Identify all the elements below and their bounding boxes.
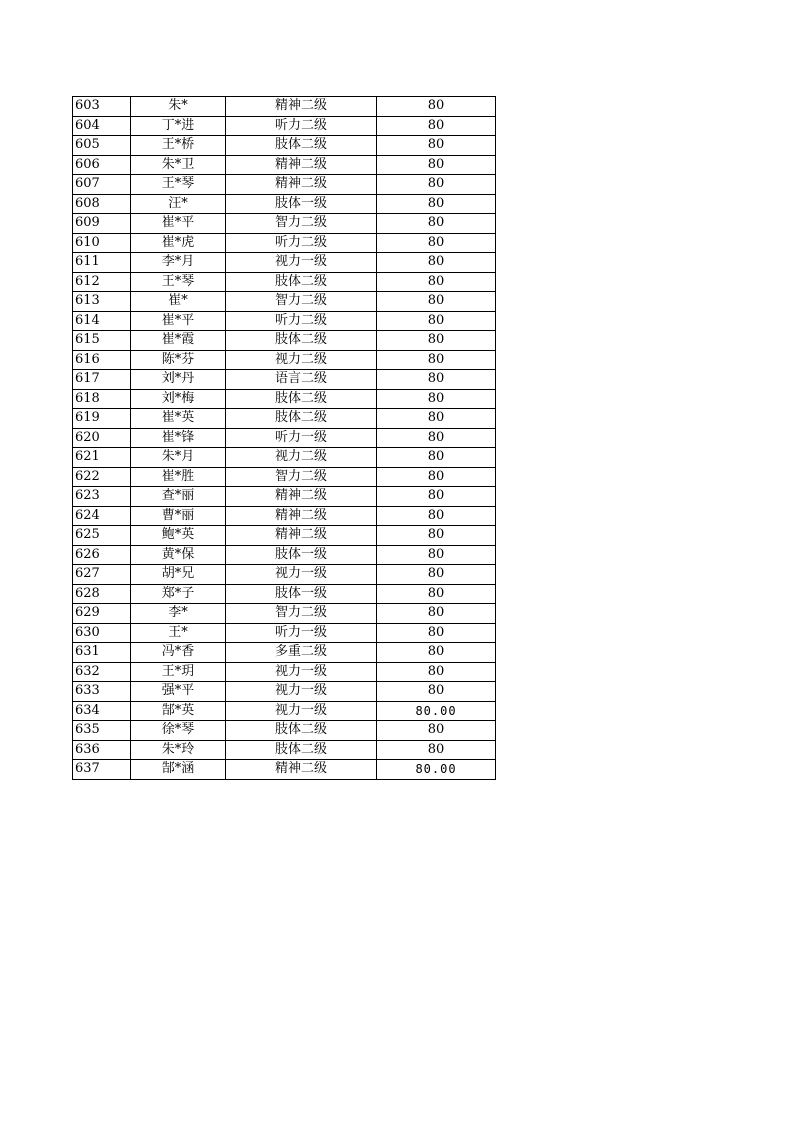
amount-cell: 80 — [377, 428, 496, 448]
disability-type-cell: 肢体一级 — [226, 194, 377, 214]
row-number-cell: 618 — [73, 389, 131, 409]
table-row — [73, 136, 496, 156]
name-cell: 王*桥 — [131, 136, 226, 156]
table-row — [73, 448, 496, 468]
table-row — [73, 565, 496, 585]
name-cell: 朱*玲 — [131, 740, 226, 760]
disability-type-cell: 视力一级 — [226, 565, 377, 585]
name-cell: 查*丽 — [131, 487, 226, 507]
row-number-cell: 627 — [73, 565, 131, 585]
disability-type-cell: 多重二级 — [226, 643, 377, 663]
amount-cell: 80 — [377, 350, 496, 370]
table-row — [73, 682, 496, 702]
row-number-cell: 613 — [73, 292, 131, 312]
disability-type-cell: 肢体二级 — [226, 389, 377, 409]
row-number-cell: 624 — [73, 506, 131, 526]
amount-cell: 80 — [377, 526, 496, 546]
disability-type-cell: 智力二级 — [226, 292, 377, 312]
name-cell: 郜*涵 — [131, 760, 226, 780]
name-cell: 崔*虎 — [131, 233, 226, 253]
table-row — [73, 487, 496, 507]
name-cell: 崔*胜 — [131, 467, 226, 487]
disability-type-cell: 肢体二级 — [226, 272, 377, 292]
name-cell: 崔*英 — [131, 409, 226, 429]
name-cell: 崔*平 — [131, 311, 226, 331]
amount-cell: 80 — [377, 97, 496, 117]
name-cell: 李* — [131, 604, 226, 624]
table-row — [73, 311, 496, 331]
table-row — [73, 175, 496, 195]
name-cell: 崔* — [131, 292, 226, 312]
table-row — [73, 253, 496, 273]
table-row — [73, 370, 496, 390]
name-cell: 李*月 — [131, 253, 226, 273]
name-cell: 刘*梅 — [131, 389, 226, 409]
amount-cell: 80 — [377, 721, 496, 741]
amount-cell: 80 — [377, 136, 496, 156]
row-number-cell: 621 — [73, 448, 131, 468]
table-row — [73, 331, 496, 351]
row-number-cell: 628 — [73, 584, 131, 604]
amount-cell: 80 — [377, 604, 496, 624]
name-cell: 冯*香 — [131, 643, 226, 663]
row-number-cell: 637 — [73, 760, 131, 780]
name-cell: 陈*芬 — [131, 350, 226, 370]
name-cell: 王* — [131, 623, 226, 643]
disability-type-cell: 视力一级 — [226, 701, 377, 721]
table-row — [73, 701, 496, 721]
name-cell: 郜*英 — [131, 701, 226, 721]
table-row — [73, 721, 496, 741]
table-row — [73, 428, 496, 448]
table-row — [73, 389, 496, 409]
name-cell: 崔*霞 — [131, 331, 226, 351]
amount-cell: 80 — [377, 311, 496, 331]
disability-type-cell: 视力一级 — [226, 253, 377, 273]
amount-cell: 80 — [377, 233, 496, 253]
amount-cell: 80 — [377, 253, 496, 273]
table-row — [73, 506, 496, 526]
disability-type-cell: 听力一级 — [226, 428, 377, 448]
name-cell: 朱*卫 — [131, 155, 226, 175]
name-cell: 刘*丹 — [131, 370, 226, 390]
amount-cell: 80 — [377, 116, 496, 136]
row-number-cell: 606 — [73, 155, 131, 175]
disability-type-cell: 听力二级 — [226, 233, 377, 253]
disability-type-cell: 语言二级 — [226, 370, 377, 390]
row-number-cell: 626 — [73, 545, 131, 565]
disability-type-cell: 肢体一级 — [226, 545, 377, 565]
row-number-cell: 616 — [73, 350, 131, 370]
name-cell: 王*玥 — [131, 662, 226, 682]
row-number-cell: 630 — [73, 623, 131, 643]
amount-cell: 80 — [377, 545, 496, 565]
row-number-cell: 603 — [73, 97, 131, 117]
amount-cell: 80 — [377, 467, 496, 487]
name-cell: 徐*琴 — [131, 721, 226, 741]
table-row — [73, 526, 496, 546]
name-cell: 丁*进 — [131, 116, 226, 136]
amount-cell: 80 — [377, 272, 496, 292]
row-number-cell: 610 — [73, 233, 131, 253]
amount-cell: 80 — [377, 292, 496, 312]
disability-type-cell: 精神二级 — [226, 506, 377, 526]
name-cell: 王*琴 — [131, 175, 226, 195]
disability-type-cell: 听力二级 — [226, 311, 377, 331]
table-row — [73, 604, 496, 624]
name-cell: 朱* — [131, 97, 226, 117]
row-number-cell: 608 — [73, 194, 131, 214]
disability-type-cell: 肢体一级 — [226, 584, 377, 604]
row-number-cell: 625 — [73, 526, 131, 546]
amount-cell: 80 — [377, 214, 496, 234]
amount-cell: 80 — [377, 584, 496, 604]
row-number-cell: 622 — [73, 467, 131, 487]
amount-cell: 80 — [377, 175, 496, 195]
table-row — [73, 409, 496, 429]
amount-cell: 80 — [377, 487, 496, 507]
table-row — [73, 155, 496, 175]
name-cell: 郑*子 — [131, 584, 226, 604]
disability-type-cell: 视力二级 — [226, 350, 377, 370]
amount-cell: 80.00 — [377, 760, 496, 780]
disability-type-cell: 精神二级 — [226, 155, 377, 175]
row-number-cell: 615 — [73, 331, 131, 351]
row-number-cell: 636 — [73, 740, 131, 760]
row-number-cell: 609 — [73, 214, 131, 234]
table-row — [73, 116, 496, 136]
disability-type-cell: 听力二级 — [226, 116, 377, 136]
table-row — [73, 760, 496, 780]
row-number-cell: 629 — [73, 604, 131, 624]
disability-type-cell: 视力二级 — [226, 448, 377, 468]
amount-cell: 80 — [377, 740, 496, 760]
amount-cell: 80.00 — [377, 701, 496, 721]
disability-type-cell: 肢体二级 — [226, 721, 377, 741]
disability-type-cell: 肢体二级 — [226, 136, 377, 156]
row-number-cell: 604 — [73, 116, 131, 136]
disability-type-cell: 精神二级 — [226, 487, 377, 507]
name-cell: 强*平 — [131, 682, 226, 702]
row-number-cell: 605 — [73, 136, 131, 156]
row-number-cell: 607 — [73, 175, 131, 195]
amount-cell: 80 — [377, 448, 496, 468]
table-row — [73, 740, 496, 760]
name-cell: 曹*丽 — [131, 506, 226, 526]
name-cell: 王*琴 — [131, 272, 226, 292]
table-row — [73, 97, 496, 117]
row-number-cell: 634 — [73, 701, 131, 721]
table-row — [73, 214, 496, 234]
table-row — [73, 292, 496, 312]
name-cell: 胡*兄 — [131, 565, 226, 585]
table-row — [73, 272, 496, 292]
row-number-cell: 632 — [73, 662, 131, 682]
row-number-cell: 614 — [73, 311, 131, 331]
amount-cell: 80 — [377, 565, 496, 585]
disability-type-cell: 智力二级 — [226, 214, 377, 234]
amount-cell: 80 — [377, 331, 496, 351]
row-number-cell: 623 — [73, 487, 131, 507]
name-cell: 朱*月 — [131, 448, 226, 468]
disability-type-cell: 肢体二级 — [226, 331, 377, 351]
table-row — [73, 545, 496, 565]
disability-type-cell: 精神二级 — [226, 97, 377, 117]
table-row — [73, 350, 496, 370]
table-row — [73, 194, 496, 214]
disability-type-cell: 精神二级 — [226, 175, 377, 195]
disability-type-cell: 肢体二级 — [226, 409, 377, 429]
amount-cell: 80 — [377, 409, 496, 429]
table-row — [73, 623, 496, 643]
amount-cell: 80 — [377, 155, 496, 175]
subsidy-table — [72, 96, 496, 780]
amount-cell: 80 — [377, 370, 496, 390]
name-cell: 崔*平 — [131, 214, 226, 234]
row-number-cell: 619 — [73, 409, 131, 429]
disability-type-cell: 视力一级 — [226, 682, 377, 702]
amount-cell: 80 — [377, 623, 496, 643]
table-row — [73, 584, 496, 604]
table-row — [73, 643, 496, 663]
disability-type-cell: 智力二级 — [226, 467, 377, 487]
row-number-cell: 612 — [73, 272, 131, 292]
disability-type-cell: 肢体二级 — [226, 740, 377, 760]
disability-type-cell: 听力一级 — [226, 623, 377, 643]
amount-cell: 80 — [377, 682, 496, 702]
table-row — [73, 662, 496, 682]
disability-type-cell: 智力二级 — [226, 604, 377, 624]
row-number-cell: 611 — [73, 253, 131, 273]
amount-cell: 80 — [377, 643, 496, 663]
disability-type-cell: 视力一级 — [226, 662, 377, 682]
name-cell: 黄*保 — [131, 545, 226, 565]
disability-type-cell: 精神二级 — [226, 526, 377, 546]
row-number-cell: 635 — [73, 721, 131, 741]
row-number-cell: 617 — [73, 370, 131, 390]
table-row — [73, 233, 496, 253]
amount-cell: 80 — [377, 389, 496, 409]
disability-type-cell: 精神二级 — [226, 760, 377, 780]
table-row — [73, 467, 496, 487]
row-number-cell: 633 — [73, 682, 131, 702]
row-number-cell: 631 — [73, 643, 131, 663]
subsidy-table-body — [73, 97, 496, 780]
name-cell: 汪* — [131, 194, 226, 214]
name-cell: 鲍*英 — [131, 526, 226, 546]
amount-cell: 80 — [377, 506, 496, 526]
row-number-cell: 620 — [73, 428, 131, 448]
name-cell: 崔*锋 — [131, 428, 226, 448]
amount-cell: 80 — [377, 194, 496, 214]
amount-cell: 80 — [377, 662, 496, 682]
